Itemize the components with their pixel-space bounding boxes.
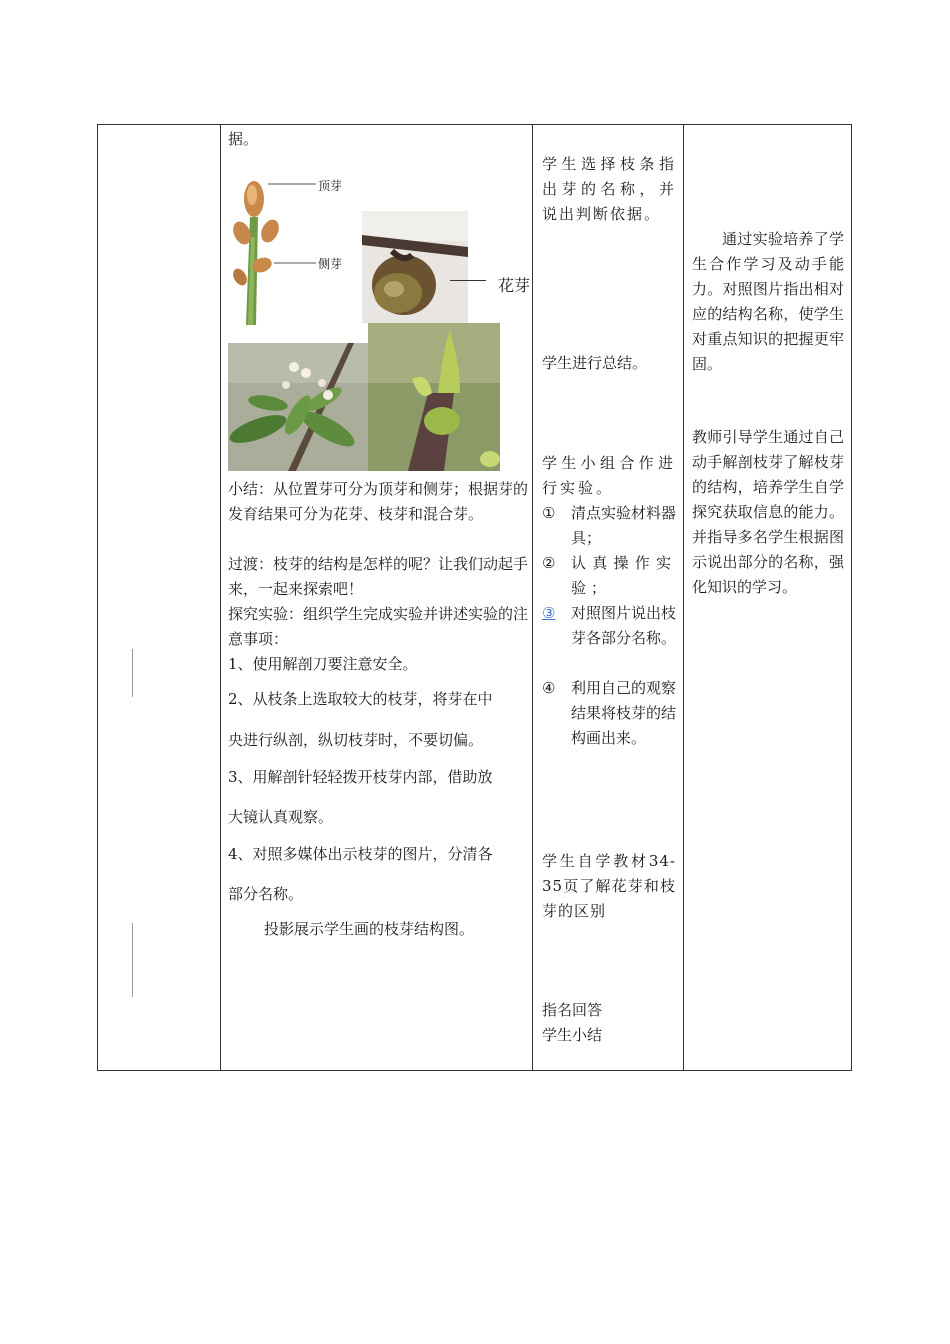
- label-top-bud: 顶芽: [318, 179, 343, 193]
- column-divider: [532, 125, 533, 1070]
- list-text: 利用自己的观察结果将枝芽的结构画出来。: [571, 679, 677, 747]
- list-item: [542, 551, 678, 601]
- list-number-link[interactable]: ③: [542, 604, 556, 622]
- margin-marker: [132, 649, 133, 697]
- column-divider: [220, 125, 221, 1070]
- lesson-table: [97, 124, 852, 1071]
- experiment-intro: 探究实验：组织学生完成实验并讲述实验的注意事项：: [228, 605, 529, 648]
- group-experiment-text: 学生小组合作进行实验。: [542, 454, 676, 497]
- label-flower-bud: 花芽: [498, 276, 531, 295]
- projection-text: 投影展示学生画的枝芽结构图。: [264, 920, 475, 938]
- step-1: 1、使用解剖刀要注意安全。: [228, 655, 418, 673]
- step-4b: 部分名称。: [228, 885, 304, 903]
- flower-bud-image: [362, 211, 468, 323]
- choose-branch-text: 学生选择枝条指出芽的名称，并说出判断依据。: [542, 155, 676, 223]
- answer-text: 指名回答: [542, 1001, 603, 1019]
- list-number: ①: [542, 504, 556, 522]
- list-number: ②: [542, 554, 556, 572]
- step-2a: 2、从枝条上选取较大的枝芽，将芽在中: [228, 690, 493, 708]
- self-study-text: 学生自学教材34-35页了解花芽和枝芽的区别: [542, 852, 676, 920]
- list-item: [542, 676, 678, 776]
- column-divider: [683, 125, 684, 1070]
- transition-text: 过渡：枝芽的结构是怎样的呢？让我们动起手来，一起来探索吧！: [228, 555, 529, 598]
- step-4a: 4、对照多媒体出示枝芽的图片，分清各: [228, 845, 493, 863]
- list-item: [542, 601, 678, 676]
- label-pointer-line: [450, 280, 486, 281]
- list-text: 对照图片说出枝芽各部分名称。: [571, 604, 677, 647]
- apple-blossom-image: [228, 343, 368, 471]
- student-summary-text: 学生进行总结。: [542, 354, 648, 372]
- purpose-paragraph-1: 通过实验培养了学生合作学习及动手能力。对照图片指出相对应的结构名称，使学生对重点知识的把握更牢固。: [692, 230, 844, 373]
- list-text: 认真操作实验；: [571, 554, 676, 597]
- bud-diagram-image: [228, 177, 358, 325]
- purpose-paragraph-2: 教师引导学生通过自己动手解剖枝芽了解枝芽的结构，培养学生自学探究获取信息的能力。并指导多名学生根据图示说出部分的名称，强化知识的学习。: [692, 428, 844, 596]
- conclude-text: 学生小结: [542, 1026, 603, 1044]
- list-number: ④: [542, 679, 556, 697]
- step-3b: 大镜认真观察。: [228, 808, 334, 826]
- step-2b: 央进行纵剖，纵切枝芽时，不要切偏。: [228, 731, 484, 749]
- summary-text: 小结：从位置芽可分为顶芽和侧芽；根据芽的发育结果可分为花芽、枝芽和混合芽。: [228, 480, 529, 523]
- list-item: [542, 501, 678, 551]
- step-3a: 3、用解剖针轻轻拨开枝芽内部，借助放: [228, 768, 493, 786]
- margin-marker: [132, 923, 133, 997]
- list-text: 清点实验材料器具；: [571, 504, 677, 547]
- leaf-bud-image: [368, 323, 500, 471]
- text-fragment: 据。: [228, 130, 259, 148]
- label-side-bud: 侧芽: [318, 257, 343, 271]
